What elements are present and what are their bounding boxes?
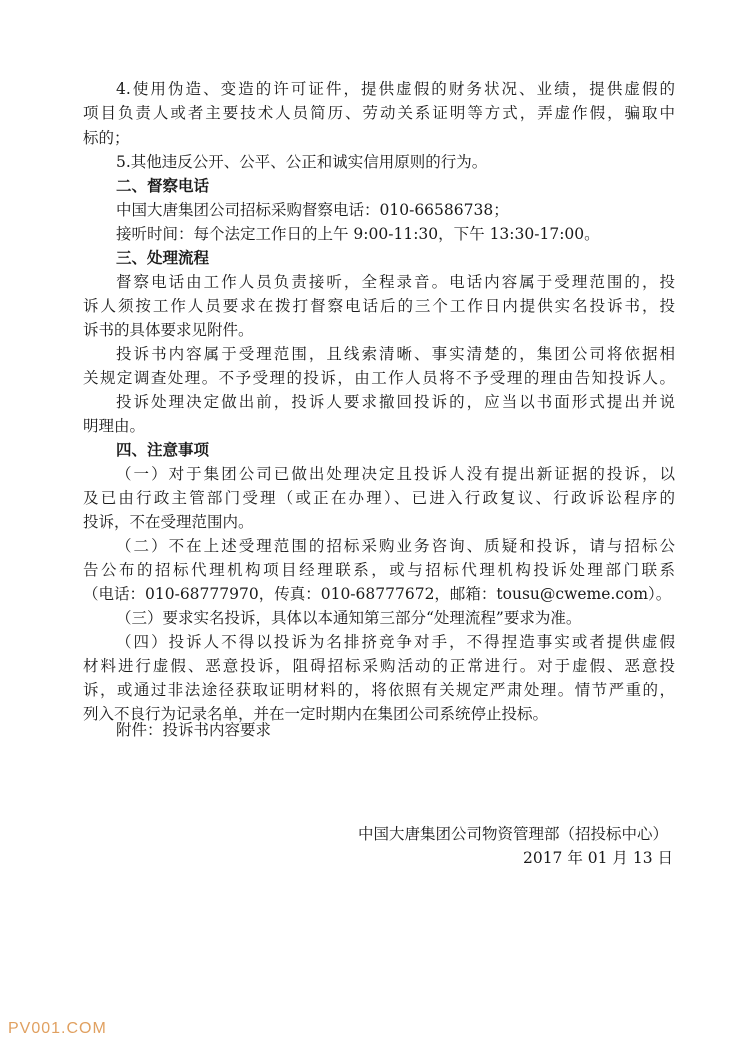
paragraph-line: 投诉处理决定做出前，投诉人要求撤回投诉的，应当以书面形式提出并说: [116, 393, 675, 411]
paragraph-line: 列入不良行为记录名单，并在一定时期内在集团公司系统停止投标。: [83, 705, 549, 723]
paragraph-line: 投诉书内容属于受理范围，且线索清晰、事实清楚的，集团公司将依据相: [116, 345, 675, 363]
paragraph-line: 诉人须按工作人员要求在拨打督察电话后的三个工作日内提供实名投诉书，投: [83, 297, 675, 315]
phone-line: 中国大唐集团公司招标采购督察电话：010-66586738；: [116, 201, 509, 219]
signature: 中国大唐集团公司物资管理部（招投标中心）: [357, 825, 668, 843]
paragraph-line: 诉，或通过非法途径获取证明材料的，将依照有关规定严肃处理。情节严重的，: [83, 681, 675, 699]
paragraph-line: （一）对于集团公司已做出处理决定且投诉人没有提出新证据的投诉，以: [116, 465, 675, 483]
paragraph-line: 5.其他违反公开、公平、公正和诚实信用原则的行为。: [116, 153, 488, 171]
paragraph-line: 诉书的具体要求见附件。: [83, 321, 254, 339]
paragraph-line: 告公布的招标代理机构项目经理联系，或与招标代理机构投诉处理部门联系: [83, 561, 675, 579]
paragraph-line: 督察电话由工作人员负责接听，全程录音。电话内容属于受理范围的，投: [116, 273, 675, 291]
paragraph-line: 项目负责人或者主要技术人员简历、劳动关系证明等方式，弄虚作假，骗取中: [83, 104, 675, 122]
paragraph-line: （四）投诉人不得以投诉为名排挤竞争对手，不得捏造事实或者提供虚假: [116, 633, 675, 651]
paragraph-line: 标的；: [83, 129, 130, 147]
paragraph-line: 明理由。: [83, 417, 146, 435]
paragraph-line: 材料进行虚假、恶意投诉，阻碍招标采购活动的正常进行。对于虚假、恶意投: [83, 657, 675, 675]
section-heading: 三、处理流程: [116, 249, 210, 267]
hours-line: 接听时间：每个法定工作日的上午 9:00-11:30，下午 13:30-17:00。: [116, 225, 600, 243]
paragraph-line: 及已由行政主管部门受理（或正在办理）、已进入行政复议、行政诉讼程序的: [83, 489, 675, 507]
paragraph-line: 投诉，不在受理范围内。: [83, 513, 254, 531]
paragraph-line: 4.使用伪造、变造的许可证件，提供虚假的财务状况、业绩，提供虚假的: [116, 80, 675, 98]
section-heading: 二、督察电话: [116, 177, 210, 195]
paragraph-line: 关规定调查处理。不予受理的投诉，由工作人员将不予受理的理由告知投诉人。: [83, 369, 675, 387]
paragraph-line: （二）不在上述受理范围的招标采购业务咨询、质疑和投诉，请与招标公: [116, 537, 675, 555]
watermark: PV001.COM: [8, 1020, 107, 1037]
contact-line: （电话：010-68777970，传真：010-68777672，邮箱：tousu@cweme.com）。: [83, 585, 672, 603]
attachment-note: 附件：投诉书内容要求: [116, 721, 272, 739]
section-heading: 四、注意事项: [116, 441, 210, 459]
paragraph-line: （三）要求实名投诉，具体以本通知第三部分“处理流程”要求为准。: [116, 609, 582, 627]
signature-date: 2017 年 01 月 13 日: [522, 849, 673, 867]
